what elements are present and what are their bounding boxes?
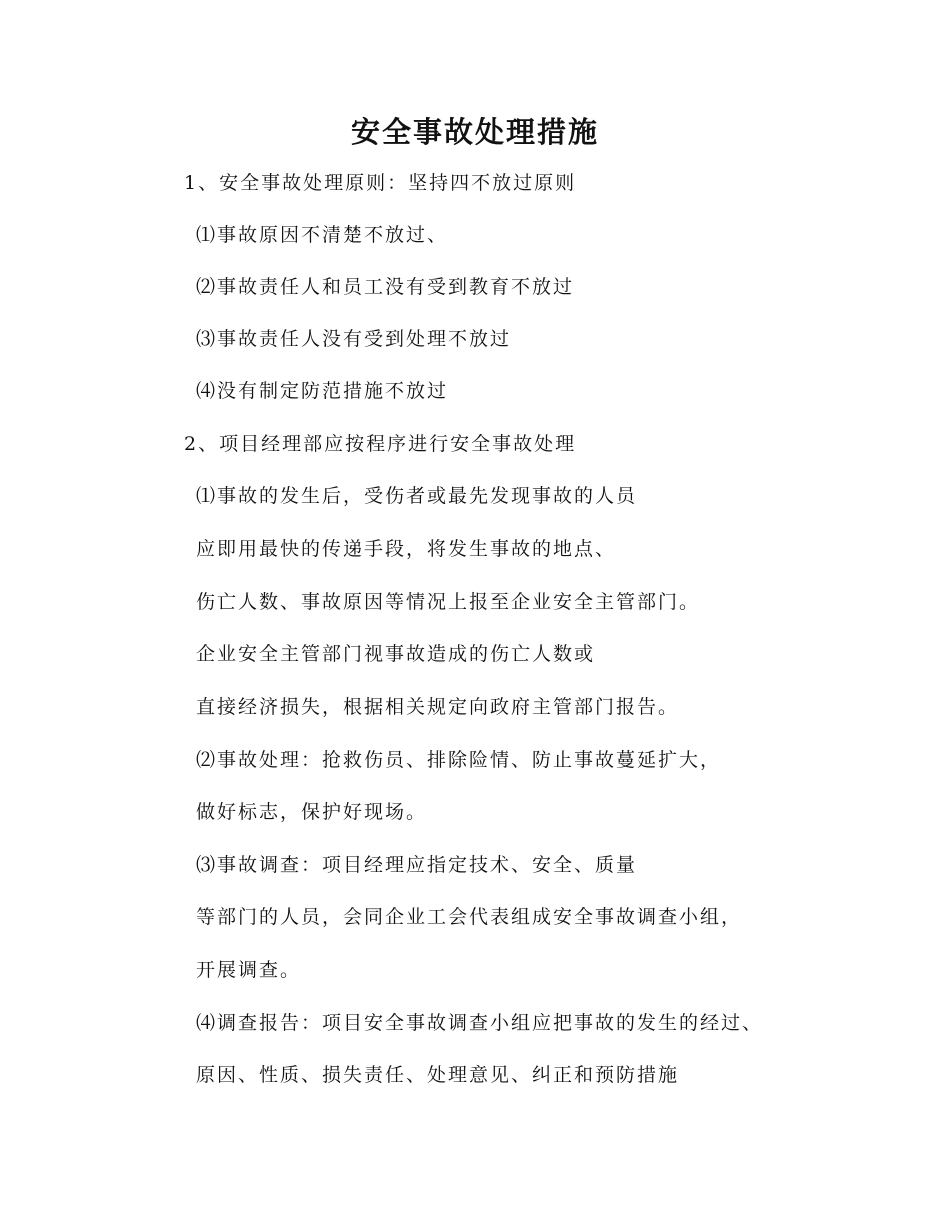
section-heading-1: 1、安全事故处理原则：坚持四不放过原则: [184, 172, 577, 194]
paragraph-line: ⑵事故处理：抢救伤员、排除险情、防止事故蔓延扩大，: [196, 749, 722, 771]
paragraph-line: ⑴事故的发生后，受伤者或最先发现事故的人员: [196, 485, 638, 507]
paragraph-line: ⑴事故原因不清楚不放过、: [196, 224, 449, 246]
paragraph-line: 做好标志，保护好现场。: [196, 801, 428, 823]
paragraph-line: ⑷没有制定防范措施不放过: [196, 380, 449, 402]
paragraph-line: ⑶事故责任人没有受到处理不放过: [196, 328, 512, 350]
paragraph-line: 应即用最快的传递手段，将发生事故的地点、: [196, 538, 617, 560]
paragraph-line: ⑷调查报告：项目安全事故调查小组应把事故的发生的经过、: [196, 1012, 764, 1034]
paragraph-line: ⑶事故调查：项目经理应指定技术、安全、质量: [196, 854, 638, 876]
paragraph-line: ⑵事故责任人和员工没有受到教育不放过: [196, 276, 575, 298]
paragraph-line: 企业安全主管部门视事故造成的伤亡人数或: [196, 643, 596, 665]
paragraph-line: 等部门的人员，会同企业工会代表组成安全事故调查小组，: [196, 906, 743, 928]
paragraph-line: 原因、性质、损失责任、处理意见、纠正和预防措施: [196, 1064, 680, 1086]
paragraph-line: 开展调查。: [196, 959, 302, 981]
paragraph-line: 伤亡人数、事故原因等情况上报至企业安全主管部门。: [196, 591, 701, 613]
document-title: 安全事故处理措施: [350, 115, 599, 149]
paragraph-line: 直接经济损失，根据相关规定向政府主管部门报告。: [196, 696, 680, 718]
section-heading-2: 2、项目经理部应按程序进行安全事故处理: [184, 433, 577, 455]
